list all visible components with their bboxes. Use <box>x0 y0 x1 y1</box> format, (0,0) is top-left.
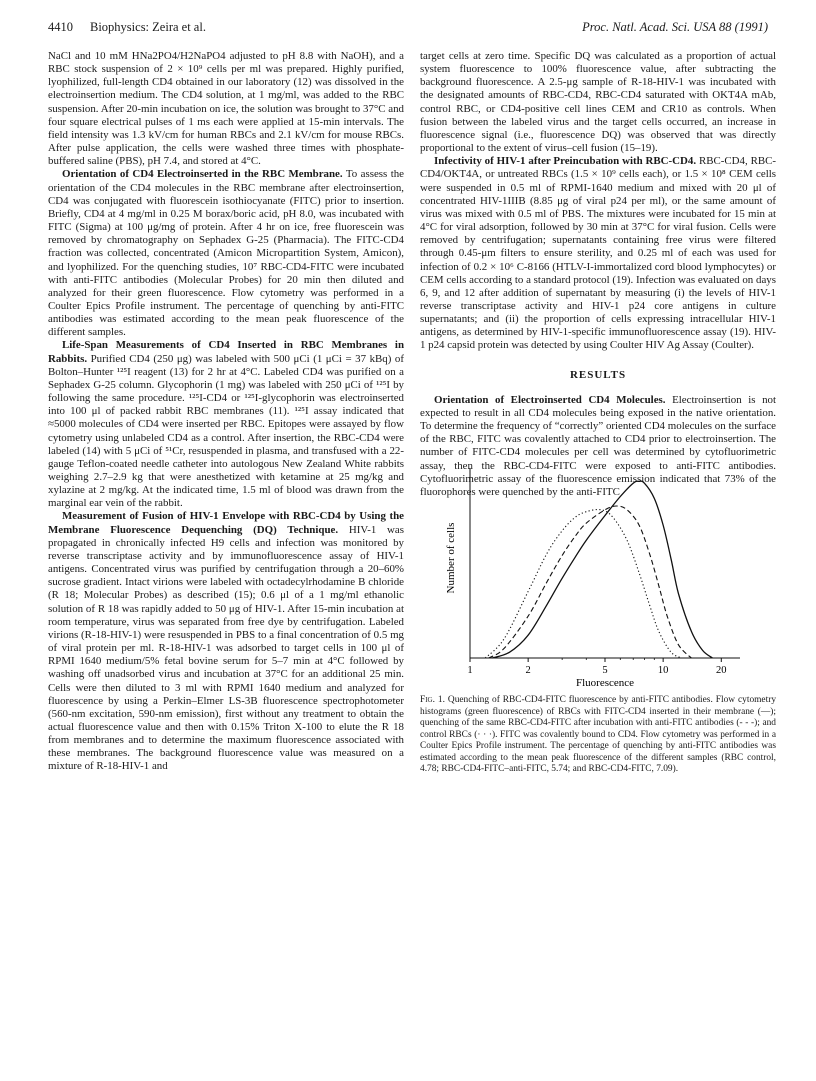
page-header <box>48 20 768 38</box>
journal-reference: Proc. Natl. Acad. Sci. USA 88 (1991) <box>582 20 768 34</box>
run-in-heading: Measurement of Fusion of HIV-1 Envelope with RBC-CD4 by Using the Membrane Fluorescence Dequenching (DQ) Technique. <box>48 510 404 536</box>
chart-series <box>485 481 712 658</box>
histogram-chart <box>420 458 776 690</box>
left-column <box>48 50 404 774</box>
paragraph <box>420 155 776 352</box>
paragraph-body: To assess the orientation of the CD4 molecules in the RBC membrane after electroinsertion, CD4 was conjugated with fluorescein isothiocyanate (FITC) prior to insertion. Briefly, CD4 at 4 mg/ml in 0.25 M borax/boric acid, pH 8.0, was incubated with FITC (Sigma) at 100 μg/mg of protein. After 4 hr on ice, free fluorescein was removed by chromatography on Sephadex G-25 (Pharmacia). The FITC-CD4 fraction was collected, concentrated (Amicon Micropartition System, Amicon), and lyophilized. For the quenching studies, 10⁷ RBC-CD4-FITC were incubated with anti-FITC antibodies (Molecular Probes) for 20 min then diluted and analyzed for their green fluorescence. Flow cytometry was performed in a Coulter Epics Profile instrument. The percentage of quenching by anti-FITC antibodies was estimated according to the mean peak fluorescence of the different samples. <box>48 168 405 339</box>
paragraph-body: Electroinsertion is not expected to result in all CD4 molecules being exposed in the native orientation. To determine the frequency of “correctly” oriented CD4 molecules on the surface of the RBC, FITC was covalently attached to CD4 prior to electroinsertion. The number of FITC-CD4 molecules per cell was determined by cytofluorimetric assay, then the RBC-CD4-FITC were exposed to anti-FITC antibodies. Cytofluorimetric assay of the fluorescence emission indicated that 73% of the fluorophores were quenched by the anti-FITC <box>420 393 776 498</box>
run-in-heading: Infectivity of HIV-1 after Preincubation with RBC-CD4. <box>434 155 697 168</box>
running-section: Biophysics: Zeira et al. <box>90 20 206 34</box>
x-axis-label: Fluorescence <box>575 677 635 689</box>
run-in-heading: Orientation of Electroinserted CD4 Molecules. <box>434 393 666 406</box>
series-solid-line <box>492 481 712 658</box>
paragraph-body: Purified CD4 (250 μg) was labeled with 500 μCi (1 μCi = 37 kBq) of Bolton–Hunter ¹²⁵I reagent (13) for 2 hr at 4°C. Labeled CD4 was purified on a Sephadex G-25 column. Glycophorin (1 mg) was labeled with 250 μCi of ¹²⁵I by following the same procedure. ¹²⁵I-CD4 or ¹²⁵I-glycophorin was electroinserted into 100 μl of packed rabbit RBC membranes (11). ¹²⁵I assay indicated that ≈5000 molecules of CD4 were inserted per RBC. Epitopes were assayed by flow cytometry using unlabeled CD4 as a control. After insertion, the RBC-CD4 were labeled (14) with 5 μCi of ⁵¹Cr, resuspended in plasma, and transfused with a 22-gauge Teflon-coated needle catheter into autologous New Zealand White rabbits weighing 2.7–2.9 kg that were anesthetized with ketamine at 25 mg/kg and xylazine at 2 mg/kg. At the indicated time, 1.5 ml of blood was drawn from the marginal ear vein of the rabbit. <box>48 352 404 510</box>
section-heading: RESULTS <box>569 368 627 381</box>
run-in-heading: Orientation of CD4 Electroinserted in the RBC Membrane. <box>62 168 343 181</box>
caption-text: Quenching of RBC-CD4-FITC fluorescence by anti-FITC antibodies. Flow cytometry histograms (green fluorescence) of RBCs with FITC-CD4 inserted in their membrane (—); quenching of the same RBC-CD4-FITC after incubation with anti-FITC antibodies (- - -); and control RBCs (· · ·). FITC was covalently bound to CD4. Flow cytometry was performed in a Coulter Epics Profile instrument. The percentage of quenching by anti-FITC antibodies was estimated according to the mean peak fluorescence of the different samples (RBC control, 4.78; RBC-CD4-FITC–anti-FITC, 5.74; and RBC-CD4-FITC, 7.09). <box>420 695 777 774</box>
x-tick-label: 20 <box>716 665 727 676</box>
paragraph <box>48 168 404 339</box>
page-number: 4410 <box>48 20 73 34</box>
caption-label: Fig. 1. <box>420 695 445 705</box>
chart-ticks <box>467 658 726 676</box>
paragraph <box>48 510 404 773</box>
paragraph <box>48 339 404 510</box>
paragraph: target cells at zero time. Specific DQ was calculated as a proportion of actual system fluorescence to 100% fluorescence value, after subtracting the background fluorescence. A 2.5-μg sample of R-18-HIV-1 was incubated with the designated amounts of RBC-CD4, RBC-CD4 saturated with OKT4A mAb, control RBC, or CD4-positive cell lines CEM and CR10 as controls. When fusion between the labeled virus and the target cells occurred, an increase in fluorescence signal (i.e., fluorescence DQ) was observed that was directly proportional to the extent of virus–cell fusion (15–19). <box>420 50 776 155</box>
paragraph-body: RBC-CD4, RBC-CD4/OKT4A, or untreated RBCs (1.5 × 10⁹ cells each), or 1.5 × 10⁸ CEM cells were suspended in 0.5 ml of RPMI-1640 medium and mixed with 20 μl of concentrated HIV-1IIIB (8.85 μg of viral p24 per ml), or the same amount of virus was mixed with 0.5 ml of PBS. The mixtures were incubated for 15 min at 4°C for viral adsorption, followed by 30 min at 37°C for viral fusion. Cells were removed by centrifugation; supernatants containing free virus were filtered through 0.45-μm filters to ensure sterility, and 0.25 ml of each was used for infection of 0.2 × 10⁶ C-8166 (HTLV-I-immortalized cord blood lymphocytes) or CEM cells according to a standard protocol (19). Infection was evaluated on days 6, 9, and 12 after addition of supernatant by measuring (i) the levels of HIV-1 reverse transcriptase activity and HIV-1 p24 core antigens in culture supernatants; and (ii) the proportion of cells expressing intracellular HIV-1 antigens, as determined by HIV-1-specific immunofluorescence assay (19). HIV-1 p24 capsid protein was detected by using Coulter HIV Ag Assay (Coulter). <box>420 155 777 352</box>
x-tick-label: 10 <box>657 665 669 676</box>
y-axis-label: Number of cells <box>445 522 457 594</box>
x-tick-label: 2 <box>525 665 531 676</box>
figure-caption <box>420 695 776 776</box>
chart-axes <box>470 468 740 658</box>
figure-1 <box>420 458 776 690</box>
paragraph: NaCl and 10 mM HNa2PO4/H2NaPO4 adjusted to pH 8.8 with NaOH), and a RBC stock suspension of 2 × 10⁹ cells per ml was prepared. Highly purified, lyophilized, full-length CD4 obtained in our laboratory (12) was dissolved in the electroinsertion medium. The CD4 solution, at 1 mg/ml, was added to the RBC suspension. After 20-min incubation on ice, the solution was brought to 37°C and four square electrical pulses of 1 ms each were applied at 15-min intervals. The field intensity was 1.3 kV/cm for human RBCs and 2.1 kV/cm for mouse RBCs. After pulse application, the cells were washed three times with phosphate-buffered saline (PBS), pH 7.4, and stored at 4°C. <box>48 50 404 168</box>
x-tick-label: 5 <box>602 665 608 676</box>
paragraph-body: HIV-1 was propagated in chronically infected H9 cells and infection was monitored by reverse transcriptase activity and by immunofluorescence assay of HIV-1 antigens. Concentrated virus was purified by centrifugation through a 20–60% sucrose gradient. Intact virions were labeled with octadecylrhodamine B chloride (R 18; Molecular Probes) as described (15); 0.6 μl of a 1 mg/ml ethanolic solution of R 18 was rapidly added to 50 μg of HIV-1. After 15-min incubation at room temperature, virus was separated from free dye by centrifugation. Labeled virions (R-18-HIV-1) were resuspended in PBS to a final concentration of 0.5 mg of viral protein per ml. R-18-HIV-1 was adsorbed to target cells in 100 μl of RPMI 1640 medium/5% fetal bovine serum for 5–7 min at 4°C followed by washing off unadsorbed virus and incubation at 37°C for an additional 25 min. Cells were then diluted to 3 ml with RPMI 1640 medium and analyzed for fluorescence by using a Perkin–Elmer LS-3B fluorescence spectrophotometer (560-nm excitation, 590-nm emission), first without any treatment to obtain the actual fluorescence value and then with 0.15% Triton X-100 to elute the R 18 from membranes and to determine the maximum fluorescence associated with these membranes. The background fluorescence value was measured on a mixture of R-18-HIV-1 and <box>48 523 404 773</box>
x-tick-label: 1 <box>467 665 473 676</box>
run-in-heading: Life-Span Measurements of CD4 Inserted in RBC Membranes in Rabbits. <box>48 339 404 365</box>
right-column <box>420 50 776 499</box>
